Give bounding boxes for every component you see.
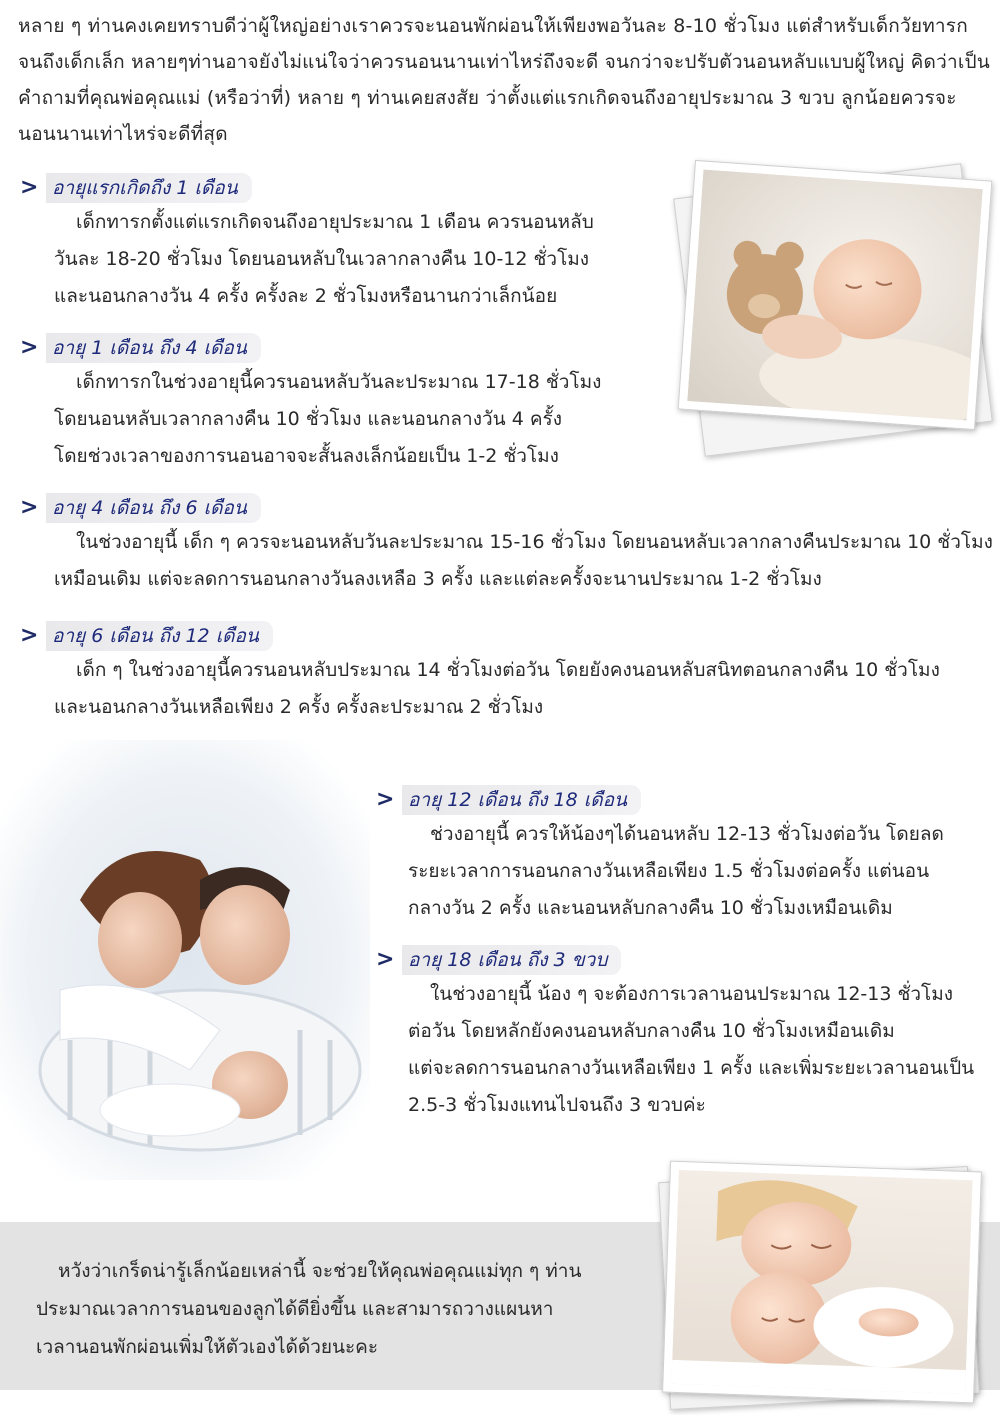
section-heading <box>376 944 991 976</box>
body-line: เด็กทารกตั้งแต่แรกเกิดจนถึงอายุประมาณ 1 เดือน ควรนอนหลับ <box>76 211 594 233</box>
age-range-label: อายุ 18 เดือน ถึง 3 ขวบ <box>402 945 621 975</box>
photo-stack-baby-teddy <box>666 160 1000 450</box>
body-line: ต่อวัน โดยหลักยังคงนอนหลับกลางคืน 10 ชั่วโมงเหมือนเดิม <box>408 1020 895 1042</box>
age-range-label: อายุแรกเกิดถึง 1 เดือน <box>46 173 252 203</box>
section-12-to-18-months <box>376 784 991 927</box>
section-heading <box>20 492 995 524</box>
chevron-right-icon: > <box>20 495 39 520</box>
chevron-right-icon: > <box>20 335 39 360</box>
body-line: ช่วงอายุนี้ ควรให้น้องๆได้นอนหลับ 12-13 ชั่วโมงต่อวัน โดยลด <box>430 823 944 845</box>
photo-stack-mother-baby <box>650 1160 990 1410</box>
section-body <box>54 652 995 726</box>
photo-mother-sleeping-with-baby <box>662 1161 982 1404</box>
section-body <box>408 816 991 927</box>
section-18-months-to-3-years <box>376 944 991 1124</box>
section-heading <box>20 172 660 204</box>
body-line: ระยะเวลาการนอนกลางวันเหลือเพียง 1.5 ชั่วโมงต่อครั้ง แต่นอน <box>408 860 930 882</box>
body-line: ในช่วงอายุนี้ น้อง ๆ จะต้องการเวลานอนประมาณ 12-13 ชั่วโมง <box>430 983 954 1005</box>
body-line: ในช่วงอายุนี้ เด็ก ๆ ควรจะนอนหลับวันละประมาณ 15-16 ชั่วโมง โดยนอนหลับเวลากลางคืนประมาณ 10 ชั่วโมง <box>76 531 993 553</box>
chevron-right-icon: > <box>20 175 39 200</box>
section-6-to-12-months <box>20 620 995 726</box>
body-line: แต่จะลดการนอนกลางวันเหลือเพียง 1 ครั้ง และเพิ่มระยะเวลานอนเป็น <box>408 1057 975 1079</box>
section-body <box>54 204 660 315</box>
closing-message <box>36 1252 636 1366</box>
age-range-label: อายุ 4 เดือน ถึง 6 เดือน <box>46 493 261 523</box>
intro-paragraph: หลาย ๆ ท่านคงเคยทราบดีว่าผู้ใหญ่อย่างเราควรจะนอนพักผ่อนให้เพียงพอวันละ 8-10 ชั่วโมง แต่สำหรับเด็กวัยทารกจนถึงเด็กเล็ก หลายๆท่านอาจยังไม่แน่ใจว่าควรนอนนานเท่าไหร่ถึงจะดี จนกว่าจะปรับตัวนอนหลับแบบผู้ใหญ่ คิดว่าเป็นคำถามที่คุณพ่อคุณแม่ (หรือว่าที่) หลาย ๆ ท่านเคยสงสัย ว่าตั้งแต่แรกเกิดจนถึงอายุประมาณ 3 ขวบ ลูกน้อยควรจะนอนนานเท่าไหร่จะดีที่สุด <box>18 15 990 145</box>
section-1-to-4-months <box>20 332 660 475</box>
closing-line: ประมาณเวลาการนอนของลูกได้ดียิ่งขึ้น และสามารถวางแผนหา <box>36 1298 554 1320</box>
section-body <box>54 364 660 475</box>
baby-teddy-image <box>687 170 983 421</box>
section-body <box>54 524 995 598</box>
body-line: วันละ 18-20 ชั่วโมง โดยนอนหลับในเวลากลางคืน 10-12 ชั่วโมง <box>54 248 590 270</box>
parents-crib-image <box>0 740 370 1180</box>
body-line: เหมือนเดิม แต่จะลดการนอนกลางวันลงเหลือ 3 ครั้ง และแต่ละครั้งจะนานประมาณ 1-2 ชั่วโมง <box>54 568 822 590</box>
age-range-label: อายุ 12 เดือน ถึง 18 เดือน <box>402 785 641 815</box>
photo-baby-with-teddy <box>678 160 993 430</box>
section-newborn <box>20 172 660 315</box>
section-heading <box>20 620 995 652</box>
photo-parents-with-baby-in-crib <box>0 740 370 1180</box>
chevron-right-icon: > <box>20 623 39 648</box>
section-heading <box>20 332 660 364</box>
closing-line: เวลานอนพักผ่อนเพิ่มให้ตัวเองได้ด้วยนะคะ <box>36 1336 379 1358</box>
section-4-to-6-months <box>20 492 995 598</box>
body-line: 2.5-3 ชั่วโมงแทนไปจนถึง 3 ขวบค่ะ <box>408 1094 706 1116</box>
body-line: โดยนอนหลับเวลากลางคืน 10 ชั่วโมง และนอนกลางวัน 4 ครั้ง <box>54 408 563 430</box>
age-range-label: อายุ 6 เดือน ถึง 12 เดือน <box>46 621 273 651</box>
chevron-right-icon: > <box>376 787 395 812</box>
section-heading <box>376 784 991 816</box>
closing-line: หวังว่าเกร็ดน่ารู้เล็กน้อยเหล่านี้ จะช่วยให้คุณพ่อคุณแม่ทุก ๆ ท่าน <box>58 1260 582 1282</box>
chevron-right-icon: > <box>376 947 395 972</box>
mother-baby-image <box>671 1170 972 1394</box>
body-line: เด็กทารกในช่วงอายุนี้ควรนอนหลับวันละประมาณ 17-18 ชั่วโมง <box>76 371 602 393</box>
body-line: โดยช่วงเวลาของการนอนอาจจะสั้นลงเล็กน้อยเป็น 1-2 ชั่วโมง <box>54 445 559 467</box>
section-body <box>408 976 991 1124</box>
age-range-label: อายุ 1 เดือน ถึง 4 เดือน <box>46 333 261 363</box>
body-line: กลางวัน 2 ครั้ง และนอนหลับกลางคืน 10 ชั่วโมงเหมือนเดิม <box>408 897 893 919</box>
body-line: เด็ก ๆ ในช่วงอายุนี้ควรนอนหลับประมาณ 14 ชั่วโมงต่อวัน โดยยังคงนอนหลับสนิทตอนกลางคืน 10 ชั่วโมง <box>76 659 940 681</box>
body-line: และนอนกลางวันเหลือเพียง 2 ครั้ง ครั้งละประมาณ 2 ชั่วโมง <box>54 696 544 718</box>
body-line: และนอนกลางวัน 4 ครั้ง ครั้งละ 2 ชั่วโมงหรือนานกว่าเล็กน้อย <box>54 285 558 307</box>
